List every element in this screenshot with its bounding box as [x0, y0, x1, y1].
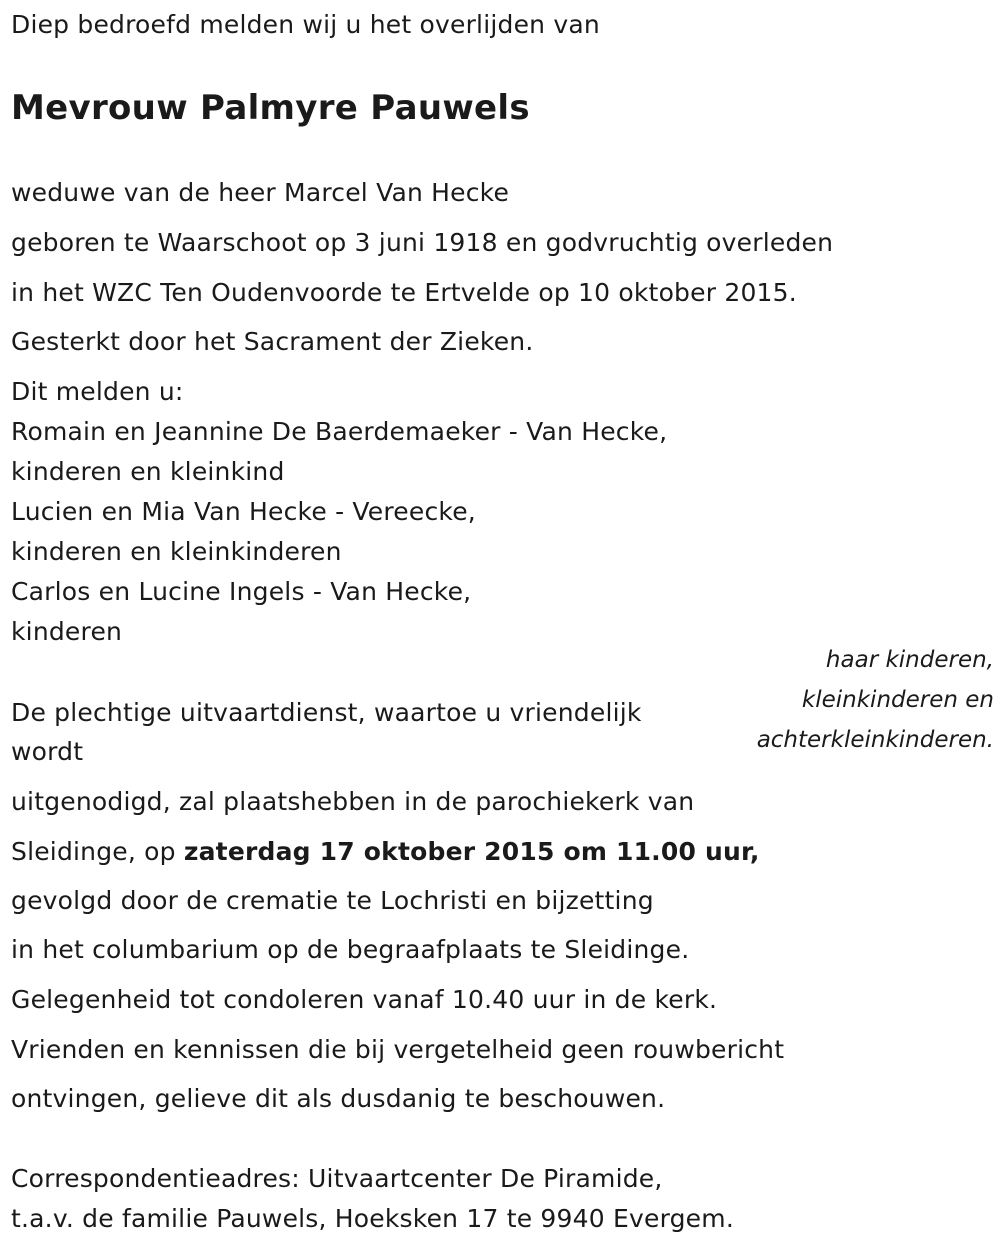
detail-line: geboren te Waarschoot op 3 juni 1918 en godvruchtig overleden [11, 228, 834, 257]
service-line: gevolgd door de crematie te Lochristi en bijzetting [11, 886, 654, 915]
announcers-intro: Dit melden u: [11, 377, 184, 406]
service-date-prefix: Sleidinge, op [11, 837, 184, 866]
announcer-line: Romain en Jeannine De Baerdemaeker - Van Hecke, [11, 417, 668, 446]
service-line: Gelegenheid tot condoleren vanaf 10.40 uur in de kerk. [11, 985, 718, 1014]
service-line: wordt [11, 737, 84, 766]
service-line: in het columbarium op de begraafplaats te Sleidinge. [11, 935, 690, 964]
detail-line: Gesterkt door het Sacrament der Zieken. [11, 327, 534, 356]
signoff-line: haar kinderen, [825, 647, 994, 673]
signoff-line: achterkleinkinderen. [756, 727, 994, 753]
announcer-line: kinderen en kleinkinderen [11, 537, 342, 566]
intro-text: Diep bedroefd melden wij u het overlijden van [11, 10, 600, 39]
announcer-line: kinderen [11, 617, 123, 646]
announcer-line: Carlos en Lucine Ingels - Van Hecke, [11, 577, 472, 606]
family-signoff [694, 640, 994, 760]
announcer-line: Lucien en Mia Van Hecke - Vereecke, [11, 497, 476, 526]
deceased-name: Mevrouw Palmyre Pauwels [11, 88, 530, 128]
detail-line: in het WZC Ten Oudenvoorde te Ertvelde op 10 oktober 2015. [11, 278, 797, 307]
detail-line: weduwe van de heer Marcel Van Hecke [11, 178, 510, 207]
service-line: De plechtige uitvaartdienst, waartoe u vriendelijk [11, 698, 642, 727]
service-line: uitgenodigd, zal plaatshebben in de parochiekerk van [11, 787, 695, 816]
correspondence-line: t.a.v. de familie Pauwels, Hoeksken 17 te 9940 Evergem. [11, 1204, 734, 1233]
service-date: zaterdag 17 oktober 2015 om 11.00 uur, [183, 837, 760, 866]
signoff-line: kleinkinderen en [801, 687, 994, 713]
service-line [11, 837, 760, 867]
service-line: ontvingen, gelieve dit als dusdanig te beschouwen. [11, 1084, 666, 1113]
correspondence-line: Correspondentieadres: Uitvaartcenter De Piramide, [11, 1164, 663, 1193]
announcer-line: kinderen en kleinkind [11, 457, 285, 486]
service-line: Vrienden en kennissen die bij vergetelheid geen rouwbericht [11, 1035, 785, 1064]
